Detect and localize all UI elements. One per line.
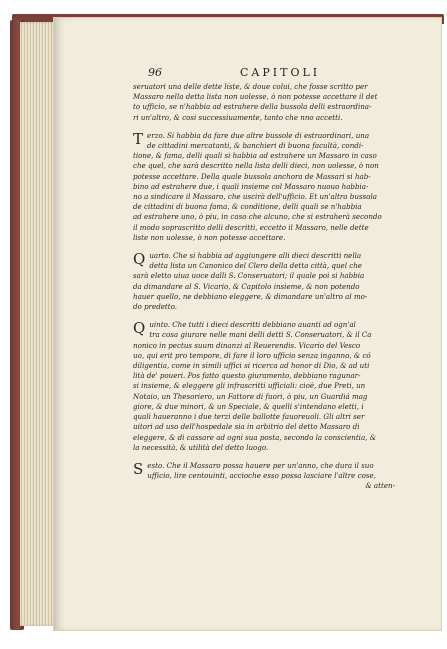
text-line: de cittadini mercatanti, & banchieri di buona facultà, condi- xyxy=(147,141,364,151)
text-line: il modo soprascritto delli descritti, eccetto il Massaro, nelle dette xyxy=(133,222,369,232)
text-line: da dimandare al S. Vicario, & Capitolo insieme, & non potendo xyxy=(133,281,360,291)
text-line: la necessità, & utilità del detto luogo. xyxy=(133,442,269,452)
initial-letter: T xyxy=(133,129,144,148)
text-line: liste non uolesse, ò non potesse accettare. xyxy=(133,232,286,242)
text-line: esto. Che il Massaro possa hauere per un'anno, che dura il suo xyxy=(147,460,374,470)
text-line: nonico in pectus suum dinanzi al Reuerendis. Vicario del Vesco xyxy=(133,340,361,350)
paragraph xyxy=(133,461,395,492)
text-line: diligentia, come in simili uffici si ricerca ad honor di Dio, & ad uti xyxy=(133,361,370,371)
text-line: che quel, che sarà descritto nella lista delli dieci, non uolesse, ò non xyxy=(133,161,379,171)
text-line: uitori ad uso dell'hospedale sia in arbitrio del detto Massaro di xyxy=(133,422,360,432)
text-line: si insieme, & eleggere gli infrascritti ufficiali: cioè, due Preti, un xyxy=(133,381,366,391)
text-line: uinto. Che tutti i dieci descritti debbiano auanti ad ogn'al xyxy=(149,320,356,330)
paragraph xyxy=(133,320,395,453)
initial-letter: Q xyxy=(133,250,146,269)
text-line: lità de' poueri. Pos fatto questo giuramento, debbiano ragunar- xyxy=(133,371,361,381)
initial-letter: S xyxy=(133,459,144,478)
text-line: eleggere, & di cassare ad ogni sua posta, secondo la conscientia, & xyxy=(133,432,377,442)
page-number: 96 xyxy=(148,66,162,79)
text-line: potesse accettare. Della quale bussola anchora de Massari si hab- xyxy=(133,171,371,181)
text-line: ufficio, lire centouinti, accioche esso possa lasciare l'altre cose, xyxy=(147,471,376,481)
text-line: giore, & due minori, & un Speciale, & quelli s'intendano eletti, i xyxy=(133,401,364,411)
text-line: Massaro nella detta lista non uolesse, ò non potesse accettare il det xyxy=(133,92,378,102)
text-line: seruatori una delle dette liste, & doue colui, che fosse scritto per xyxy=(133,82,368,91)
text-line: do predetto. xyxy=(133,302,178,312)
paragraph xyxy=(133,251,395,312)
text-line: sarà eletto uiua uoce dalli S. Conseruatori; il quale poi si habbia xyxy=(133,271,365,281)
initial-letter: Q xyxy=(133,319,146,338)
running-head: CAPITOLI xyxy=(240,66,321,79)
text-line: de cittadini di buona fama, & conditione, delli quali se n'habbia xyxy=(133,202,362,212)
text-line: to ufficio, se n'habbia ad estrahere della bussola delli estraordina- xyxy=(133,102,372,112)
text-line: quali haueranno i due terzi delle ballotte fauoreuoli. Gli altri ser xyxy=(133,412,365,422)
text-line: uo, qui erit pro tempore, di fare il loro ufficio senza inganno, & có xyxy=(133,350,371,360)
page-edges xyxy=(20,22,56,626)
paragraph xyxy=(133,131,395,243)
text-line: hauer quello, ne debbiano eleggere, & dimandare un'altro al mo- xyxy=(133,291,368,301)
text-line: tione, & fama, delli quali si habbia ad estrahere un Massaro in caso xyxy=(133,151,377,161)
paragraph xyxy=(133,82,395,123)
text-line: detta lista un Canonico del Clero della detta città, quel che xyxy=(149,261,362,271)
text-line: ri un'altro, & cosi successiuamente, tanto che nno accetti. xyxy=(133,112,343,122)
body-text xyxy=(133,82,395,500)
catchword: & atten- xyxy=(365,481,395,491)
text-line: uarto. Che si habbia ad aggiungere alli dieci descritti nella xyxy=(149,251,362,261)
text-line: bino ad estrahere due, i quali insieme col Massaro nuouo habbia- xyxy=(133,181,369,191)
text-line: tra cosa giurare nelle mani delli detti S. Conseruatori, & il Ca xyxy=(149,330,372,340)
text-line: no a sindicare il Massaro, che uscirà dell'ufficio. Et un'altra bussola xyxy=(133,192,377,202)
text-line: erzo. Si habbia da fare due altre bussole di estraordinari, una xyxy=(147,130,370,140)
page-header xyxy=(90,66,400,82)
text-line: ad estrahere uno, ò piu, in caso che alcuno, che si estraherà secondo xyxy=(133,212,382,222)
text-line: Notaio, un Thesoriero, un Fattore di fuori, ò piu, un Guardiá mag xyxy=(133,391,368,401)
